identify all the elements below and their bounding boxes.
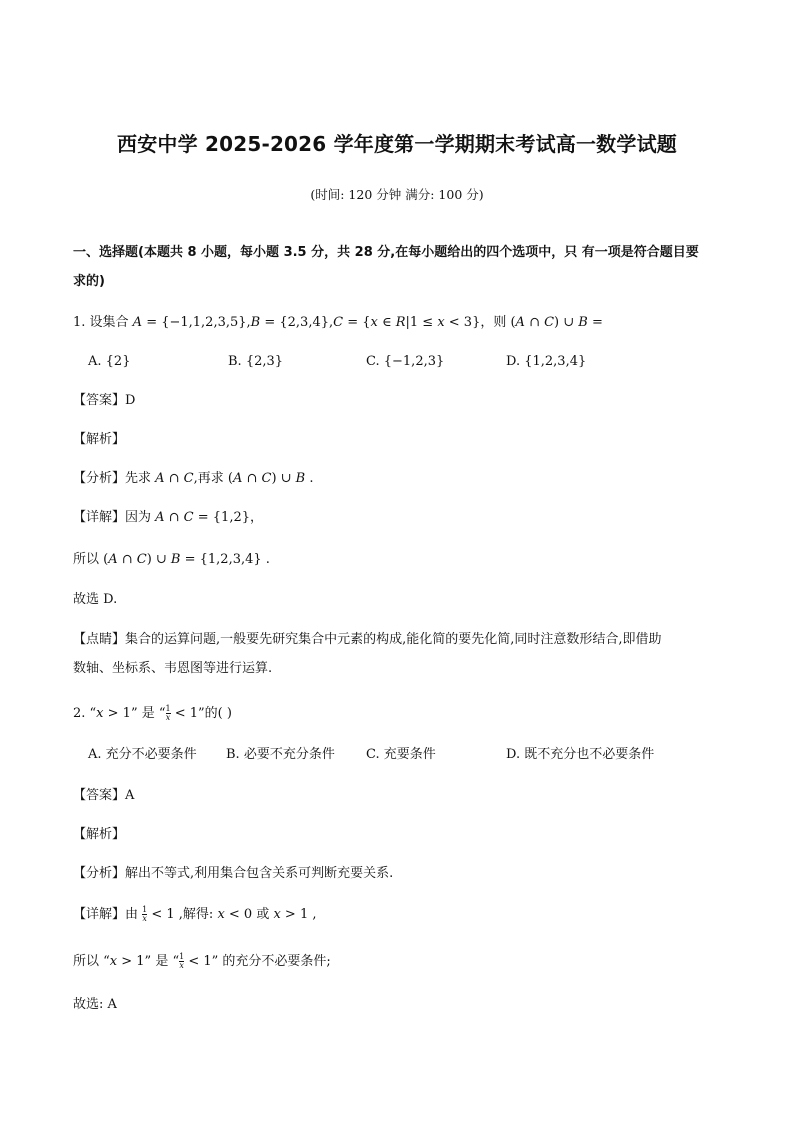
q2-option-c: C. 充要条件 <box>366 747 436 762</box>
fraction-numerator: 1 <box>179 952 185 961</box>
q1-option-d: D. {1,2,3,4} <box>506 354 587 369</box>
q2-detail <box>73 905 317 925</box>
q1-choice: 故选 D. <box>73 592 118 607</box>
q2-detail-part-a: 【详解】由 <box>73 907 143 922</box>
section-heading: 一、选择题(本题共 8 小题，每小题 3.5 分，共 28 分,在每小题给出的四个选项中，只 有一项是符合题目要 <box>73 245 699 260</box>
q2-detail-part-b: < 1 ,解得: 𝑥 < 0 或 𝑥 > 1 , <box>147 907 317 922</box>
q2-conclusion-part-b: < 1” 的充分不必要条件; <box>184 954 331 969</box>
fraction-denominator: 𝑥 <box>165 713 171 722</box>
question-2-stem <box>73 704 232 724</box>
q2-option-a: A. 充分不必要条件 <box>88 747 197 762</box>
fraction-denominator: 𝑥 <box>179 961 184 970</box>
q1-comment-1: 【点睛】集合的运算问题,一般要先研究集合中元素的构成,能化简的要先化简,同时注意数形结合,即借助 <box>73 632 662 647</box>
q1-detail: 【详解】因为 𝐴 ∩ 𝐶 = {1,2}， <box>73 510 263 525</box>
exam-info: (时间: 120 分钟 满分: 100 分) <box>310 187 484 202</box>
q1-answer: 【答案】D <box>73 393 136 408</box>
q1-analysis-label: 【解析】 <box>73 432 126 447</box>
q2-analysis-label: 【解析】 <box>73 827 126 842</box>
q2-answer: 【答案】A <box>73 788 135 803</box>
q2-option-d: D. 既不充分也不必要条件 <box>506 747 655 762</box>
q1-analysis: 【分析】先求 𝐴 ∩ 𝐶,再求 (𝐴 ∩ 𝐶) ∪ 𝐵 . <box>73 471 314 486</box>
q1-option-a: A. {2} <box>88 354 131 369</box>
q2-analysis: 【分析】解出不等式,利用集合包含关系可判断充要关系. <box>73 866 394 881</box>
q1-option-c: C. {−1,2,3} <box>366 354 445 369</box>
question-1-stem: 1. 设集合 𝐴 = {−1,1,2,3,5},𝐵 = {2,3,4},𝐶 = {𝑥 ∈ 𝑅|1 ≤ 𝑥 < 3}，则 (𝐴 ∩ 𝐶) ∪ 𝐵 = <box>73 315 603 330</box>
q2-choice: 故选: A <box>73 997 117 1012</box>
page-title: 西安中学 2025-2026 学年度第一学期期末考试高一数学试题 <box>117 132 677 156</box>
q1-option-b: B. {2,3} <box>228 354 284 369</box>
q2-stem-part-b: < 1”的( ) <box>170 706 232 721</box>
q2-conclusion-part-a: 所以 “𝑥 > 1” 是 “ <box>73 954 180 969</box>
q1-conclusion: 所以 (𝐴 ∩ 𝐶) ∪ 𝐵 = {1,2,3,4} . <box>73 552 270 567</box>
q2-option-b: B. 必要不充分条件 <box>226 747 335 762</box>
fraction-numerator: 1 <box>142 905 148 914</box>
q2-conclusion <box>73 952 331 972</box>
fraction-numerator: 1 <box>165 704 171 713</box>
q2-stem-part-a: 2. “𝑥 > 1” 是 “ <box>73 706 166 721</box>
fraction-denominator: 𝑥 <box>142 914 147 923</box>
section-heading-cont: 求的) <box>73 274 105 289</box>
q1-comment-2: 数轴、坐标系、韦恩图等进行运算. <box>73 661 273 676</box>
